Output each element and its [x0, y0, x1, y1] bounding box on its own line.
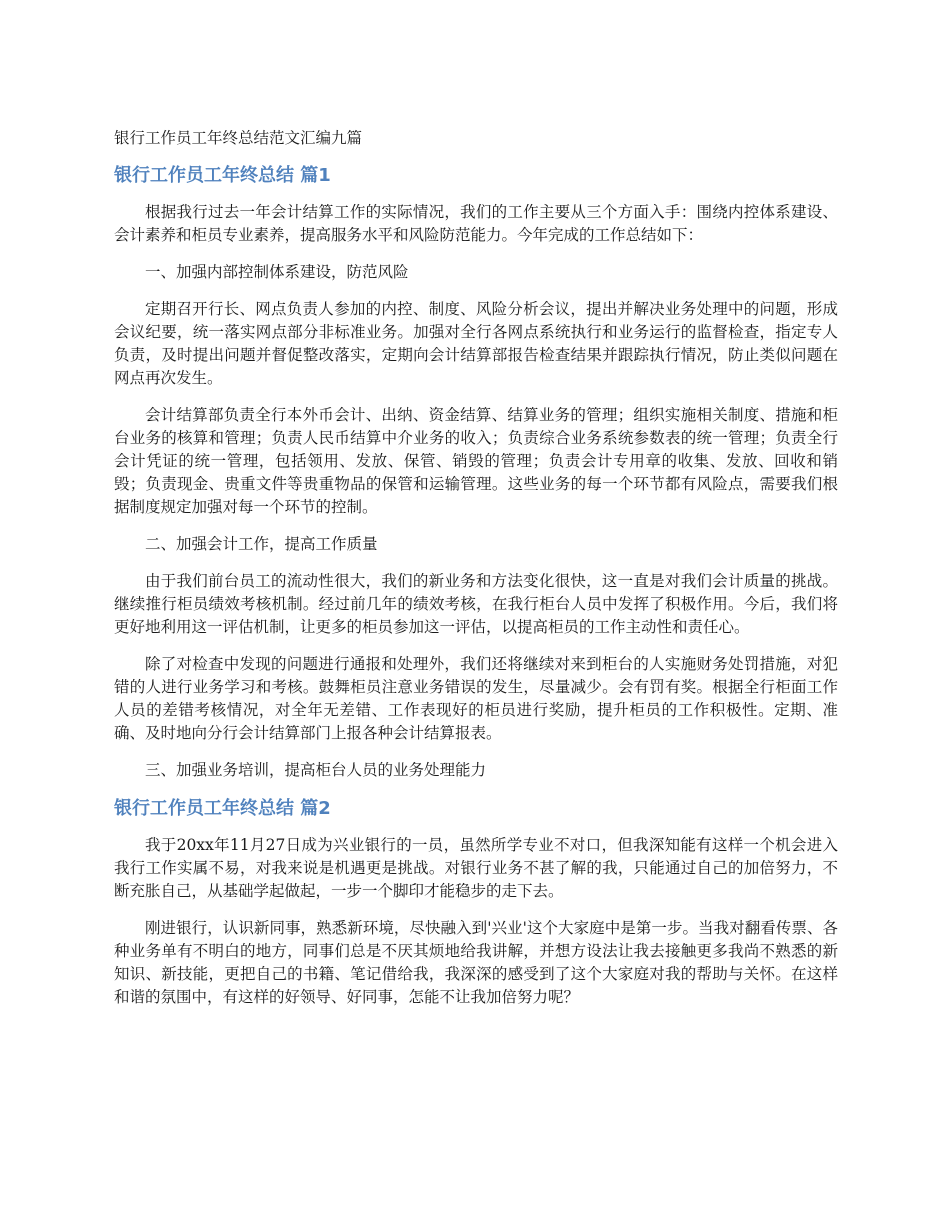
section-1	[114, 163, 838, 782]
paragraph: 除了对检查中发现的问题进行通报和处理外，我们还将继续对来到柜台的人实施财务处罚措施，对犯错的人进行业务学习和考核。鼓舞柜员注意业务错误的发生，尽量减少。会有罚有奖。根据全行柜面工作人员的差错考核情况，对全年无差错、工作表现好的柜员进行奖励，提升柜员的工作积极性。定期、准确、及时地向分行会计结算部门上报各种会计结算报表。	[114, 655, 838, 742]
section-heading: 银行工作员工年终总结 篇2	[114, 798, 331, 819]
paragraph: 我于20xx年11月27日成为兴业银行的一员，虽然所学专业不对口，但我深知能有这样一个机会进入我行工作实属不易，对我来说是机遇更是挑战。对银行业务不甚了解的我，只能通过自己的加倍努力，不断充胀自己，从基础学起做起，一步一个脚印才能稳步的走下去。	[114, 836, 838, 900]
paragraph: 刚进银行，认识新同事，熟悉新环境，尽快融入到'兴业'这个大家庭中是第一步。当我对翻看传票、各种业务单有不明白的地方，同事们总是不厌其烦地给我讲解，并想方设法让我去接触更多我尚不熟悉的新知识、新技能，更把自己的书籍、笔记借给我，我深深的感受到了这个大家庭对我的帮助与关怀。在这样和谐的氛围中，有这样的好领导、好同事，怎能不让我加倍努力呢？	[114, 919, 838, 1006]
section-heading: 银行工作员工年终总结 篇1	[114, 165, 331, 186]
subheading-paragraph: 二、加强会计工作，提高工作质量	[145, 535, 378, 553]
paragraph: 定期召开行长、网点负责人参加的内控、制度、风险分析会议，提出并解决业务处理中的问题，形成会议纪要，统一落实网点部分非标准业务。加强对全行各网点系统执行和业务运行的监督检查，指定专人负责，及时提出问题并督促整改落实，定期向会计结算部报告检查结果并跟踪执行情况，防止类似问题在网点再次发生。	[114, 300, 838, 387]
section-2	[114, 796, 838, 1009]
subheading-paragraph: 一、加强内部控制体系建设，防范风险	[145, 263, 409, 281]
subheading-paragraph: 三、加强业务培训，提高柜台人员的业务处理能力	[145, 761, 487, 779]
paragraph: 由于我们前台员工的流动性很大，我们的新业务和方法变化很快，这一直是对我们会计质量的挑战。继续推行柜员绩效考核机制。经过前几年的绩效考核，在我行柜台人员中发挥了积极作用。今后，我们将更好地利用这一评估机制，让更多的柜员参加这一评估，以提高柜员的工作主动性和责任心。	[114, 572, 838, 636]
paragraph: 根据我行过去一年会计结算工作的实际情况，我们的工作主要从三个方面入手：围绕内控体系建设、会计素养和柜员专业素养，提高服务水平和风险防范能力。今年完成的工作总结如下：	[114, 203, 838, 244]
paragraph: 会计结算部负责全行本外币会计、出纳、资金结算、结算业务的管理；组织实施相关制度、措施和柜台业务的核算和管理；负责人民币结算中介业务的收入；负责综合业务系统参数表的统一管理；负责全行会计凭证的统一管理，包括领用、发放、保管、销毁的管理；负责会计专用章的收集、发放、回收和销毁；负责现金、贵重文件等贵重物品的保管和运输管理。这些业务的每一个环节都有风险点，需要我们根据制度规定加强对每一个环节的控制。	[114, 406, 838, 516]
document-title: 银行工作员工年终总结范文汇编九篇	[114, 129, 363, 147]
